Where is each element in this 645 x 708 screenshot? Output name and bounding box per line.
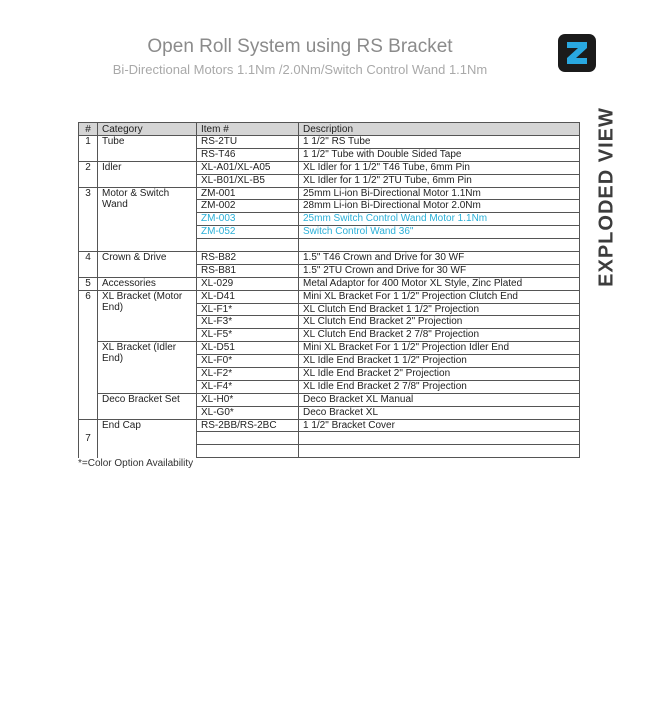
group-number-cell: 6	[79, 290, 98, 419]
description-cell: Mini XL Bracket For 1 1/2" Projection Idler End	[299, 342, 580, 355]
description-cell: 1 1/2" RS Tube	[299, 136, 580, 149]
item-number-cell: XL-F0*	[197, 355, 299, 368]
item-number-cell: XL-B01/XL-B5	[197, 174, 299, 187]
item-number-cell: ZM-052	[197, 226, 299, 239]
item-number-cell: XL-F3*	[197, 316, 299, 329]
table-row	[79, 187, 580, 200]
category-cell: Idler	[98, 161, 197, 187]
group-number-cell: 1	[79, 136, 98, 162]
page-title: Open Roll System using RS Bracket	[147, 36, 453, 57]
description-cell: 25mm Switch Control Wand Motor 1.1Nm	[299, 213, 580, 226]
item-number-cell: XL-H0*	[197, 393, 299, 406]
group-number-cell: 4	[79, 252, 98, 278]
item-number-cell: RS-2TU	[197, 136, 299, 149]
table-row	[79, 290, 580, 303]
table-header-row	[79, 123, 580, 136]
description-cell: Deco Bracket XL Manual	[299, 393, 580, 406]
item-number-cell: RS-T46	[197, 148, 299, 161]
description-cell: XL Clutch End Bracket 2 7/8" Projection	[299, 329, 580, 342]
description-cell: 25mm Li-ion Bi-Directional Motor 1.1Nm	[299, 187, 580, 200]
item-number-cell	[197, 432, 299, 445]
z-logo-icon	[558, 34, 596, 72]
col-header-category: Category	[98, 123, 197, 136]
description-cell: 1 1/2" Tube with Double Sided Tape	[299, 148, 580, 161]
parts-table-body	[79, 136, 580, 458]
item-number-cell: RS-2BB/RS-2BC	[197, 419, 299, 432]
table-row	[79, 136, 580, 149]
item-number-cell: RS-B82	[197, 252, 299, 265]
item-number-cell: XL-F5*	[197, 329, 299, 342]
page-subtitle: Bi-Directional Motors 1.1Nm /2.0Nm/Switch Control Wand 1.1Nm	[112, 62, 488, 77]
category-cell: Motor & Switch Wand	[98, 187, 197, 251]
description-cell: Mini XL Bracket For 1 1/2" Projection Clutch End	[299, 290, 580, 303]
item-number-cell: XL-F4*	[197, 380, 299, 393]
description-cell: Deco Bracket XL	[299, 406, 580, 419]
item-number-cell: RS-B81	[197, 264, 299, 277]
description-cell: Switch Control Wand 36"	[299, 226, 580, 239]
description-cell	[299, 445, 580, 458]
description-cell: XL Idle End Bracket 2 7/8" Projection	[299, 380, 580, 393]
item-number-cell: XL-F2*	[197, 368, 299, 381]
brand-logo	[558, 34, 596, 72]
item-number-cell	[197, 445, 299, 458]
group-number-cell: 3	[79, 187, 98, 251]
item-number-cell	[197, 239, 299, 252]
item-number-cell: XL-D41	[197, 290, 299, 303]
category-cell: Deco Bracket Set	[98, 393, 197, 419]
table-row	[79, 252, 580, 265]
item-number-cell: ZM-002	[197, 200, 299, 213]
description-cell	[299, 239, 580, 252]
table-row	[79, 342, 580, 355]
table-row	[79, 393, 580, 406]
item-number-cell: ZM-001	[197, 187, 299, 200]
parts-table	[78, 122, 580, 458]
description-cell: XL Idle End Bracket 1 1/2" Projection	[299, 355, 580, 368]
item-number-cell: XL-G0*	[197, 406, 299, 419]
table-row	[79, 277, 580, 290]
table-row	[79, 419, 580, 432]
category-cell: Tube	[98, 136, 197, 162]
item-number-cell: XL-A01/XL-A05	[197, 161, 299, 174]
description-cell: XL Idler for 1 1/2" T46 Tube, 6mm Pin	[299, 161, 580, 174]
description-cell: XL Clutch End Bracket 2" Projection	[299, 316, 580, 329]
description-cell	[299, 432, 580, 445]
table-row	[79, 161, 580, 174]
description-cell: 1 1/2" Bracket Cover	[299, 419, 580, 432]
category-cell: XL Bracket (Idler End)	[98, 342, 197, 394]
exploded-view-label: EXPLODED VIEW	[595, 107, 618, 287]
group-number-cell: 5	[79, 277, 98, 290]
item-number-cell: XL-029	[197, 277, 299, 290]
description-cell: XL Idle End Bracket 2" Projection	[299, 368, 580, 381]
category-cell: End Cap	[98, 419, 197, 458]
footnote: *=Color Option Availability	[78, 458, 194, 469]
col-header-item: Item #	[197, 123, 299, 136]
category-cell: XL Bracket (Motor End)	[98, 290, 197, 342]
col-header-description: Description	[299, 123, 580, 136]
description-cell: XL Clutch End Bracket 1 1/2" Projection	[299, 303, 580, 316]
item-number-cell: XL-D51	[197, 342, 299, 355]
category-cell: Accessories	[98, 277, 197, 290]
group-number-cell: 7	[79, 419, 98, 458]
col-header-number: #	[79, 123, 98, 136]
description-cell: 1.5" T46 Crown and Drive for 30 WF	[299, 252, 580, 265]
description-cell: 1.5" 2TU Crown and Drive for 30 WF	[299, 264, 580, 277]
description-cell: Metal Adaptor for 400 Motor XL Style, Zinc Plated	[299, 277, 580, 290]
description-cell: XL Idler for 1 1/2" 2TU Tube, 6mm Pin	[299, 174, 580, 187]
group-number-cell: 2	[79, 161, 98, 187]
item-number-cell: XL-F1*	[197, 303, 299, 316]
category-cell: Crown & Drive	[98, 252, 197, 278]
item-number-cell: ZM-003	[197, 213, 299, 226]
description-cell: 28mm Li-ion Bi-Directional Motor 2.0Nm	[299, 200, 580, 213]
